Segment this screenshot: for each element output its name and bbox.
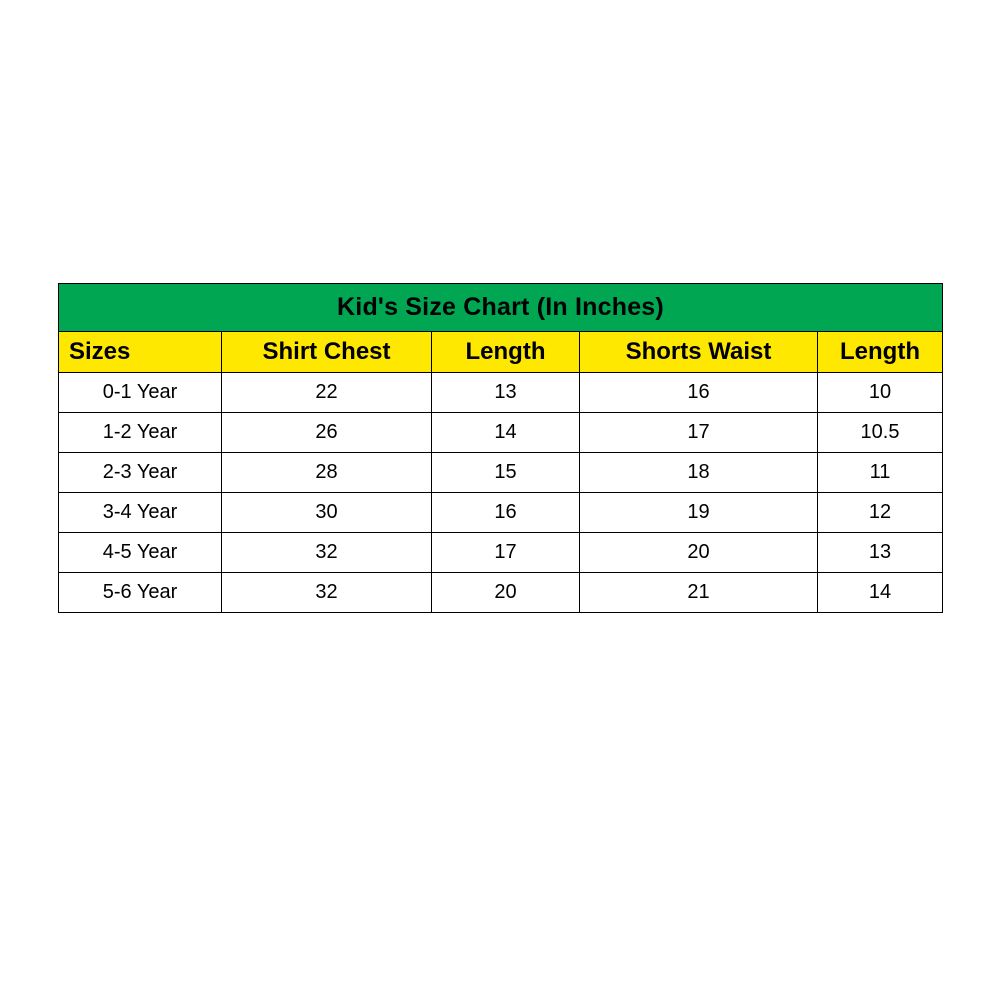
cell-size: 4-5 Year bbox=[59, 533, 222, 573]
cell-size: 1-2 Year bbox=[59, 413, 222, 453]
cell-shorts-waist: 19 bbox=[580, 493, 818, 533]
cell-shorts-waist: 21 bbox=[580, 573, 818, 613]
cell-shirt-chest: 26 bbox=[222, 413, 432, 453]
cell-shorts-length: 10 bbox=[818, 373, 943, 413]
column-header-shirt-length: Length bbox=[432, 332, 580, 373]
cell-shirt-length: 20 bbox=[432, 573, 580, 613]
cell-shorts-waist: 18 bbox=[580, 453, 818, 493]
cell-shorts-length: 10.5 bbox=[818, 413, 943, 453]
cell-size: 5-6 Year bbox=[59, 573, 222, 613]
table-row bbox=[59, 573, 943, 613]
cell-shirt-length: 17 bbox=[432, 533, 580, 573]
column-header-shirt-chest: Shirt Chest bbox=[222, 332, 432, 373]
column-header-shorts-waist: Shorts Waist bbox=[580, 332, 818, 373]
table-title-row bbox=[59, 284, 943, 332]
cell-shorts-length: 13 bbox=[818, 533, 943, 573]
size-chart-container bbox=[58, 283, 942, 613]
table-header-row bbox=[59, 332, 943, 373]
cell-shirt-length: 16 bbox=[432, 493, 580, 533]
cell-size: 0-1 Year bbox=[59, 373, 222, 413]
cell-shorts-waist: 20 bbox=[580, 533, 818, 573]
cell-shirt-length: 13 bbox=[432, 373, 580, 413]
cell-shirt-chest: 32 bbox=[222, 573, 432, 613]
chart-title: Kid's Size Chart (In Inches) bbox=[59, 284, 943, 332]
cell-shorts-length: 12 bbox=[818, 493, 943, 533]
table-row bbox=[59, 493, 943, 533]
table-row bbox=[59, 533, 943, 573]
cell-shorts-length: 11 bbox=[818, 453, 943, 493]
cell-size: 2-3 Year bbox=[59, 453, 222, 493]
column-header-sizes: Sizes bbox=[59, 332, 222, 373]
table-row bbox=[59, 373, 943, 413]
table-row bbox=[59, 453, 943, 493]
cell-shirt-length: 14 bbox=[432, 413, 580, 453]
cell-shorts-length: 14 bbox=[818, 573, 943, 613]
cell-shirt-length: 15 bbox=[432, 453, 580, 493]
cell-shirt-chest: 32 bbox=[222, 533, 432, 573]
cell-shirt-chest: 30 bbox=[222, 493, 432, 533]
cell-shorts-waist: 16 bbox=[580, 373, 818, 413]
cell-shirt-chest: 28 bbox=[222, 453, 432, 493]
size-chart-table bbox=[58, 283, 943, 613]
cell-shirt-chest: 22 bbox=[222, 373, 432, 413]
column-header-shorts-length: Length bbox=[818, 332, 943, 373]
cell-size: 3-4 Year bbox=[59, 493, 222, 533]
cell-shorts-waist: 17 bbox=[580, 413, 818, 453]
table-row bbox=[59, 413, 943, 453]
